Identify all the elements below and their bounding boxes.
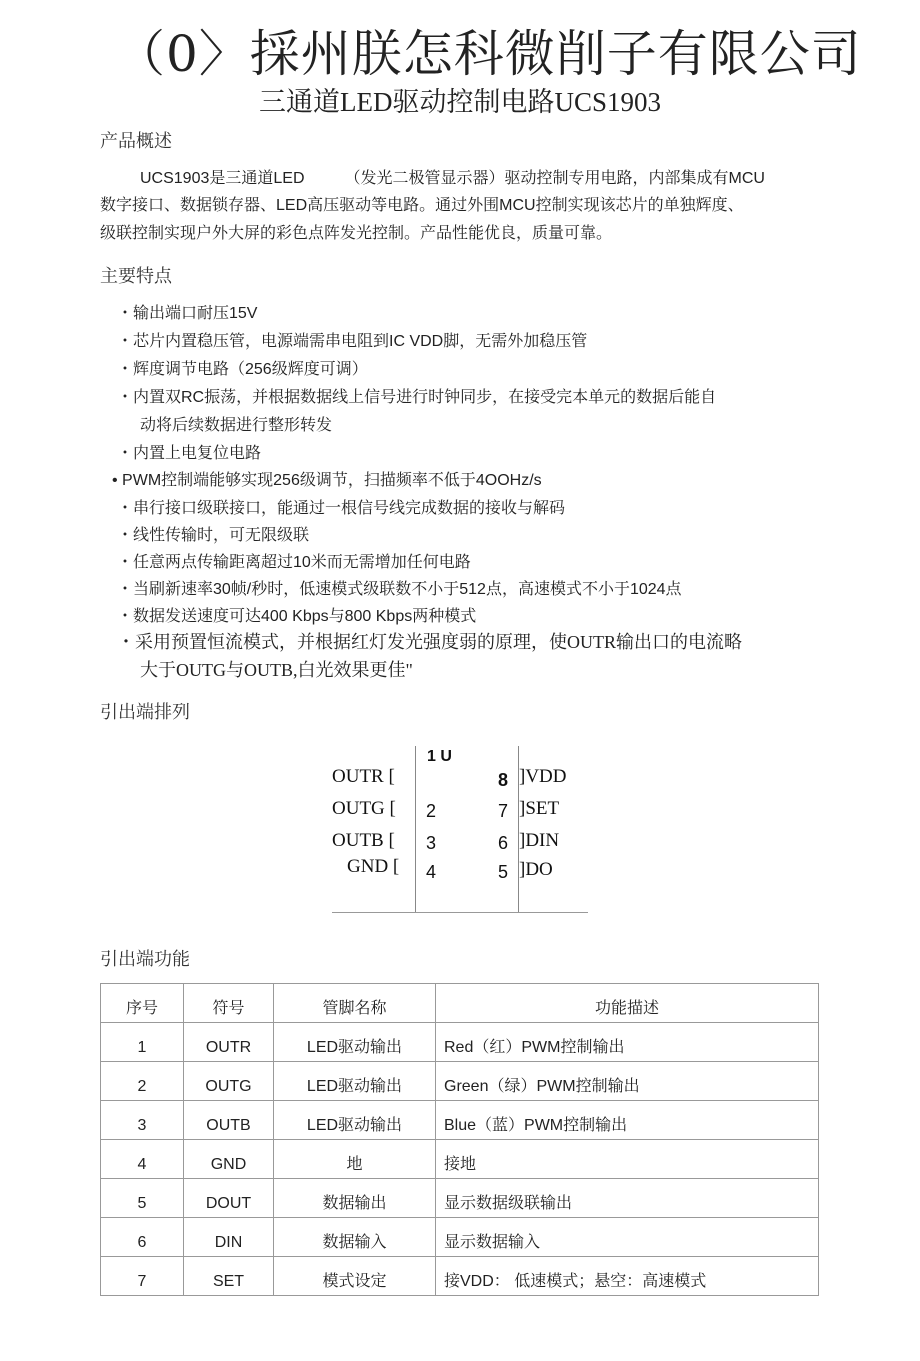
feature-item: ・采用预置恒流模式，并根据红灯发光强度弱的原理，使OUTR输出口的电流略 <box>117 632 742 652</box>
symbol-cell: GND <box>184 1140 274 1179</box>
column-header: 功能描述 <box>436 984 819 1023</box>
pin-number-cell: 5 <box>101 1179 184 1218</box>
feature-item: ・辉度调节电路（256级辉度可调） <box>117 361 368 378</box>
description-cell: 显示数据级联输出 <box>436 1179 819 1218</box>
pin-name-cell: 模式设定 <box>274 1257 436 1296</box>
feature-item: ・芯片内置稳压管，电源端需串电阻到IC VDD脚，无需外加稳压管 <box>117 333 588 350</box>
pin-label-right: ]DO <box>519 859 553 880</box>
description-cell: Red（红）PWM控制输出 <box>436 1023 819 1062</box>
pin-function-table <box>100 983 819 1296</box>
pin-name-cell: 数据输出 <box>274 1179 436 1218</box>
pin-number-cell: 7 <box>101 1257 184 1296</box>
overview-line: 数字接口、数据锁存器、LED高压驱动等电路。通过外围MCU控制实现该芯片的单独辉度、 <box>100 197 744 214</box>
functions-heading: 引出端功能 <box>100 949 190 969</box>
company-title: （0〉採州朕怎科微削子有限公司 <box>115 25 862 83</box>
table-row <box>101 1179 819 1218</box>
pinout-heading: 引出端排列 <box>100 702 190 722</box>
feature-item: ・输出端口耐压15V <box>117 305 258 322</box>
overview-line: 级联控制实现户外大屏的彩色点阵发光控制。产品性能优良，质量可靠。 <box>100 225 613 242</box>
description-cell: Blue（蓝）PWM控制输出 <box>436 1101 819 1140</box>
feature-item-continued: 大于OUTG与OUTB,白光效果更佳" <box>140 660 413 680</box>
table-row <box>101 1101 819 1140</box>
feature-item: ・数据发送速度可达400 Kbps与800 Kbps两种模式 <box>117 608 477 625</box>
overview-line: UCS1903是三通道LED （发光二极管显示器）驱动控制专用电路，内部集成有MCU <box>140 170 765 187</box>
pin1-marker: 1 U <box>427 748 452 765</box>
symbol-cell: SET <box>184 1257 274 1296</box>
symbol-cell: DIN <box>184 1218 274 1257</box>
pin-number: 8 <box>498 770 509 790</box>
pin-label-left: OUTB [ <box>332 830 395 851</box>
pin-name-cell: LED驱动输出 <box>274 1023 436 1062</box>
feature-item: ・线性传输时，可无限级联 <box>117 527 310 544</box>
document-subtitle: 三通道LED驱动控制电路UCS1903 <box>258 87 661 117</box>
pin-number-cell: 4 <box>101 1140 184 1179</box>
pin-label-right: ]DIN <box>519 830 560 851</box>
column-header: 序号 <box>101 984 184 1023</box>
feature-item: ・内置上电复位电路 <box>117 445 262 462</box>
pin-label-right: ]SET <box>519 798 560 819</box>
symbol-cell: OUTR <box>184 1023 274 1062</box>
pin-label-left: GND [ <box>347 856 400 877</box>
feature-item: ・内置双RC振荡，并根据数据线上信号进行时钟同步，在接受完本单元的数据后能自 <box>117 389 717 406</box>
table-row <box>101 1062 819 1101</box>
symbol-cell: OUTG <box>184 1062 274 1101</box>
pin-name-cell: LED驱动输出 <box>274 1062 436 1101</box>
feature-item: ・串行接口级联接口，能通过一根信号线完成数据的接收与解码 <box>117 500 566 517</box>
pin-number-cell: 2 <box>101 1062 184 1101</box>
overview-heading: 产品概述 <box>100 131 172 151</box>
table-header-row <box>101 984 819 1023</box>
symbol-cell: OUTB <box>184 1101 274 1140</box>
pin-number-cell: 3 <box>101 1101 184 1140</box>
description-cell: Green（绿）PWM控制输出 <box>436 1062 819 1101</box>
diagram-baseline <box>332 912 588 913</box>
pin-name-cell: 数据输入 <box>274 1218 436 1257</box>
table-row <box>101 1140 819 1179</box>
pin-number-cell: 1 <box>101 1023 184 1062</box>
feature-item: ・当刷新速率30帧/秒时，低速模式级联数不小于512点，高速模式不小于1024点 <box>117 581 682 598</box>
pin-number: 5 <box>498 862 509 882</box>
pin-number: 2 <box>426 801 437 821</box>
feature-item: ・任意两点传输距离超过10米而无需增加任何电路 <box>117 554 471 571</box>
pin-number: 6 <box>498 833 509 853</box>
column-header: 管脚名称 <box>274 984 436 1023</box>
pin-number: 4 <box>426 862 437 882</box>
table-row <box>101 1257 819 1296</box>
description-cell: 接VDD： 低速模式；悬空：高速模式 <box>436 1257 819 1296</box>
description-cell: 接地 <box>436 1140 819 1179</box>
pin-number: 7 <box>498 801 509 821</box>
table-row <box>101 1218 819 1257</box>
description-cell: 显示数据输入 <box>436 1218 819 1257</box>
pin-label-right: ]VDD <box>519 766 567 787</box>
table-row <box>101 1023 819 1062</box>
pin-label-left: OUTR [ <box>332 766 395 787</box>
pin-name-cell: LED驱动输出 <box>274 1101 436 1140</box>
symbol-cell: DOUT <box>184 1179 274 1218</box>
column-header: 符号 <box>184 984 274 1023</box>
features-heading: 主要特点 <box>100 266 172 286</box>
pin-number-cell: 6 <box>101 1218 184 1257</box>
pin-name-cell: 地 <box>274 1140 436 1179</box>
pin-label-left: OUTG [ <box>332 798 396 819</box>
feature-item: • PWM控制端能够实现256级调节，扫描频率不低于4OOHz/s <box>112 472 542 489</box>
pin-number: 3 <box>426 833 437 853</box>
feature-item-continued: 动将后续数据进行整形转发 <box>140 417 333 434</box>
